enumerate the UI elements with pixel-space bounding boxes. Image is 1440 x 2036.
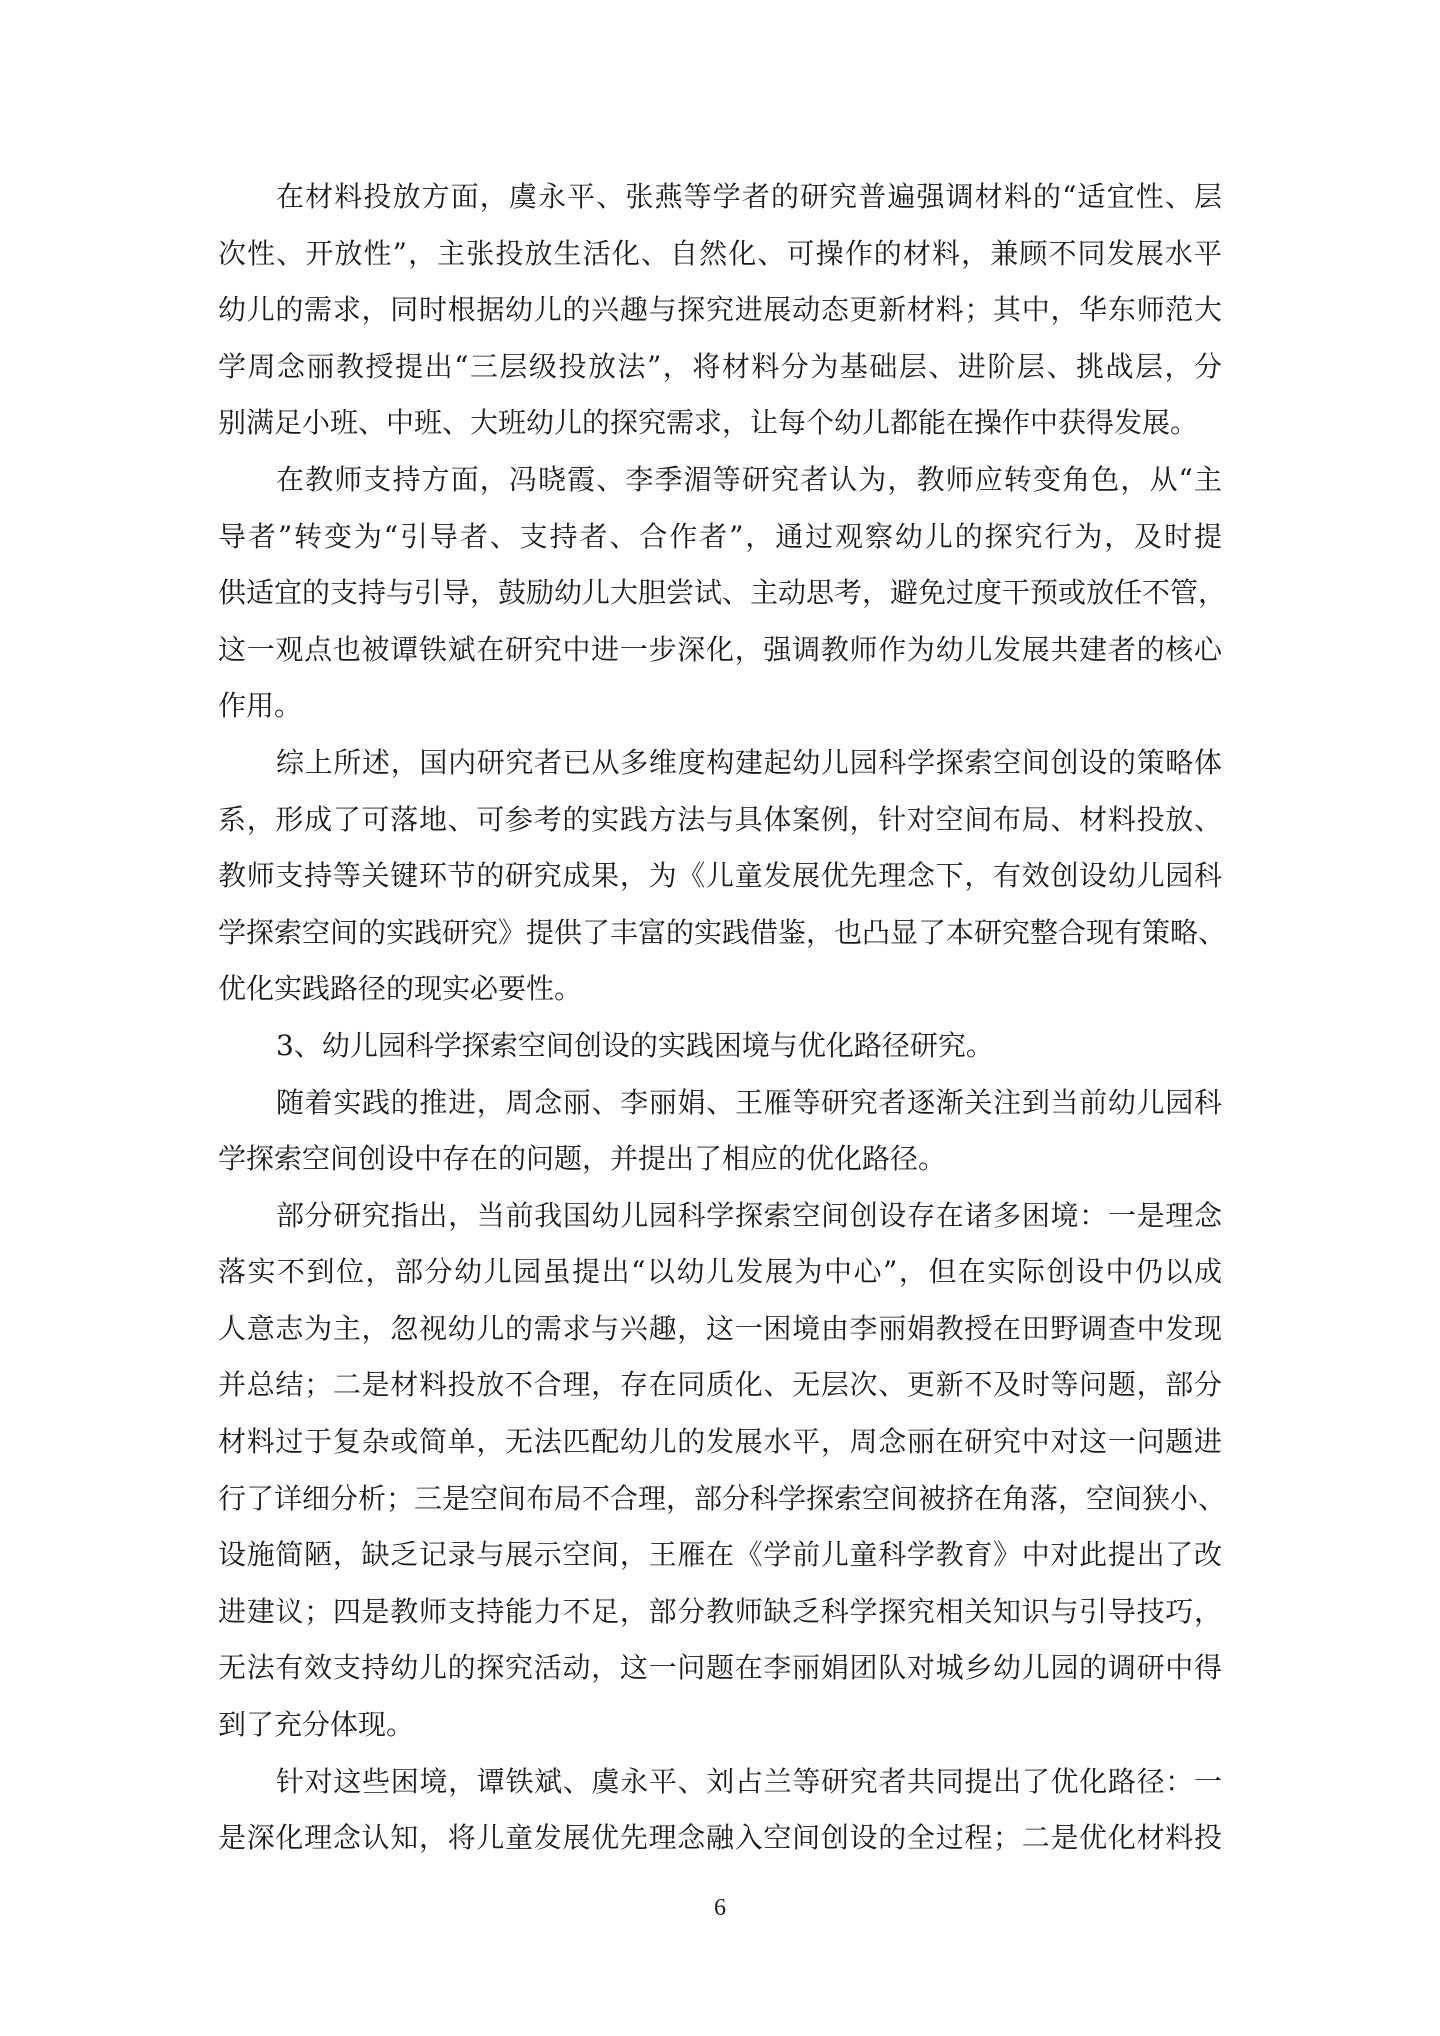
text-line: 供适宜的支持与引导，鼓励幼儿大胆尝试、主动思考，避免过度干预或放任不管，: [218, 576, 1227, 610]
text-line: 系，形成了可落地、可参考的实践方法与具体案例，针对空间布局、材料投放、: [218, 802, 1222, 836]
text-line: 学探索空间创设中存在的问题，并提出了相应的优化路径。: [218, 1142, 947, 1176]
text-line: 优化实践路径的现实必要性。: [218, 972, 583, 1006]
text-line: 设施简陋，缺乏记录与展示空间，王雁在《学前儿童科学教育》中对此提出了改: [218, 1538, 1222, 1572]
text-line: 学周念丽教授提出“三层级投放法”，将材料分为基础层、进阶层、挑战层，分: [218, 349, 1222, 383]
text-line: 这一观点也被谭铁斌在研究中进一步深化，强调教师作为幼儿发展共建者的核心: [218, 632, 1222, 666]
section-heading: 3、幼儿园科学探索空间创设的实践困境与优化路径研究。: [276, 1028, 994, 1062]
text-line: 落实不到位，部分幼儿园虽提出“以幼儿发展为中心”，但在实际创设中仍以成: [218, 1255, 1222, 1289]
text-line: 进建议；四是教师支持能力不足，部分教师缺乏科学探究相关知识与引导技巧，: [218, 1594, 1222, 1628]
text-line: 人意志为主，忽视幼儿的需求与兴趣，这一困境由李丽娟教授在田野调查中发现: [218, 1311, 1222, 1345]
text-line: 作用。: [218, 689, 303, 723]
text-line: 行了详细分析；三是空间布局不合理，部分科学探索空间被挤在角落，空间狭小、: [218, 1481, 1227, 1515]
text-line: 导者”转变为“引导者、支持者、合作者”，通过观察幼儿的探究行为，及时提: [218, 519, 1222, 553]
text-line: 随着实践的推进，周念丽、李丽娟、王雁等研究者逐渐关注到当前幼儿园科: [276, 1085, 1222, 1119]
text-line: 材料过于复杂或简单，无法匹配幼儿的发展水平，周念丽在研究中对这一问题进: [218, 1425, 1222, 1459]
body-text: [218, 169, 1227, 1867]
text-line: 在材料投放方面，虞永平、张燕等学者的研究普遍强调材料的“适宜性、层: [276, 180, 1222, 213]
page-number: 6: [714, 1895, 726, 1921]
text-line: 综上所述，国内研究者已从多维度构建起幼儿园科学探索空间创设的策略体: [276, 745, 1222, 779]
text-line: 幼儿的需求，同时根据幼儿的兴趣与探究进展动态更新材料；其中，华东师范大: [218, 293, 1222, 327]
text-line: 是深化理念认知，将儿童发展优先理念融入空间创设的全过程；二是优化材料投: [218, 1821, 1222, 1855]
text-line: 针对这些困境，谭铁斌、虞永平、刘占兰等研究者共同提出了优化路径：一: [276, 1764, 1222, 1798]
text-line: 学探索空间的实践研究》提供了丰富的实践借鉴，也凸显了本研究整合现有策略、: [218, 915, 1227, 949]
text-line: 并总结；二是材料投放不合理，存在同质化、无层次、更新不及时等问题，部分: [218, 1368, 1222, 1402]
text-line: 到了充分体现。: [218, 1708, 415, 1742]
text-line: 无法有效支持幼儿的探究活动，这一问题在李丽娟团队对城乡幼儿园的调研中得: [218, 1651, 1222, 1685]
text-line: 别满足小班、中班、大班幼儿的探究需求，让每个幼儿都能在操作中获得发展。: [218, 406, 1199, 440]
text-line: 次性、开放性”，主张投放生活化、自然化、可操作的材料，兼顾不同发展水平: [218, 236, 1222, 270]
text-line: 教师支持等关键环节的研究成果，为《儿童发展优先理念下，有效创设幼儿园科: [218, 859, 1222, 893]
text-line: 部分研究指出，当前我国幼儿园科学探索空间创设存在诸多困境：一是理念: [276, 1198, 1222, 1232]
text-line: 在教师支持方面，冯晓霞、李季湄等研究者认为，教师应转变角色，从“主: [276, 462, 1222, 496]
